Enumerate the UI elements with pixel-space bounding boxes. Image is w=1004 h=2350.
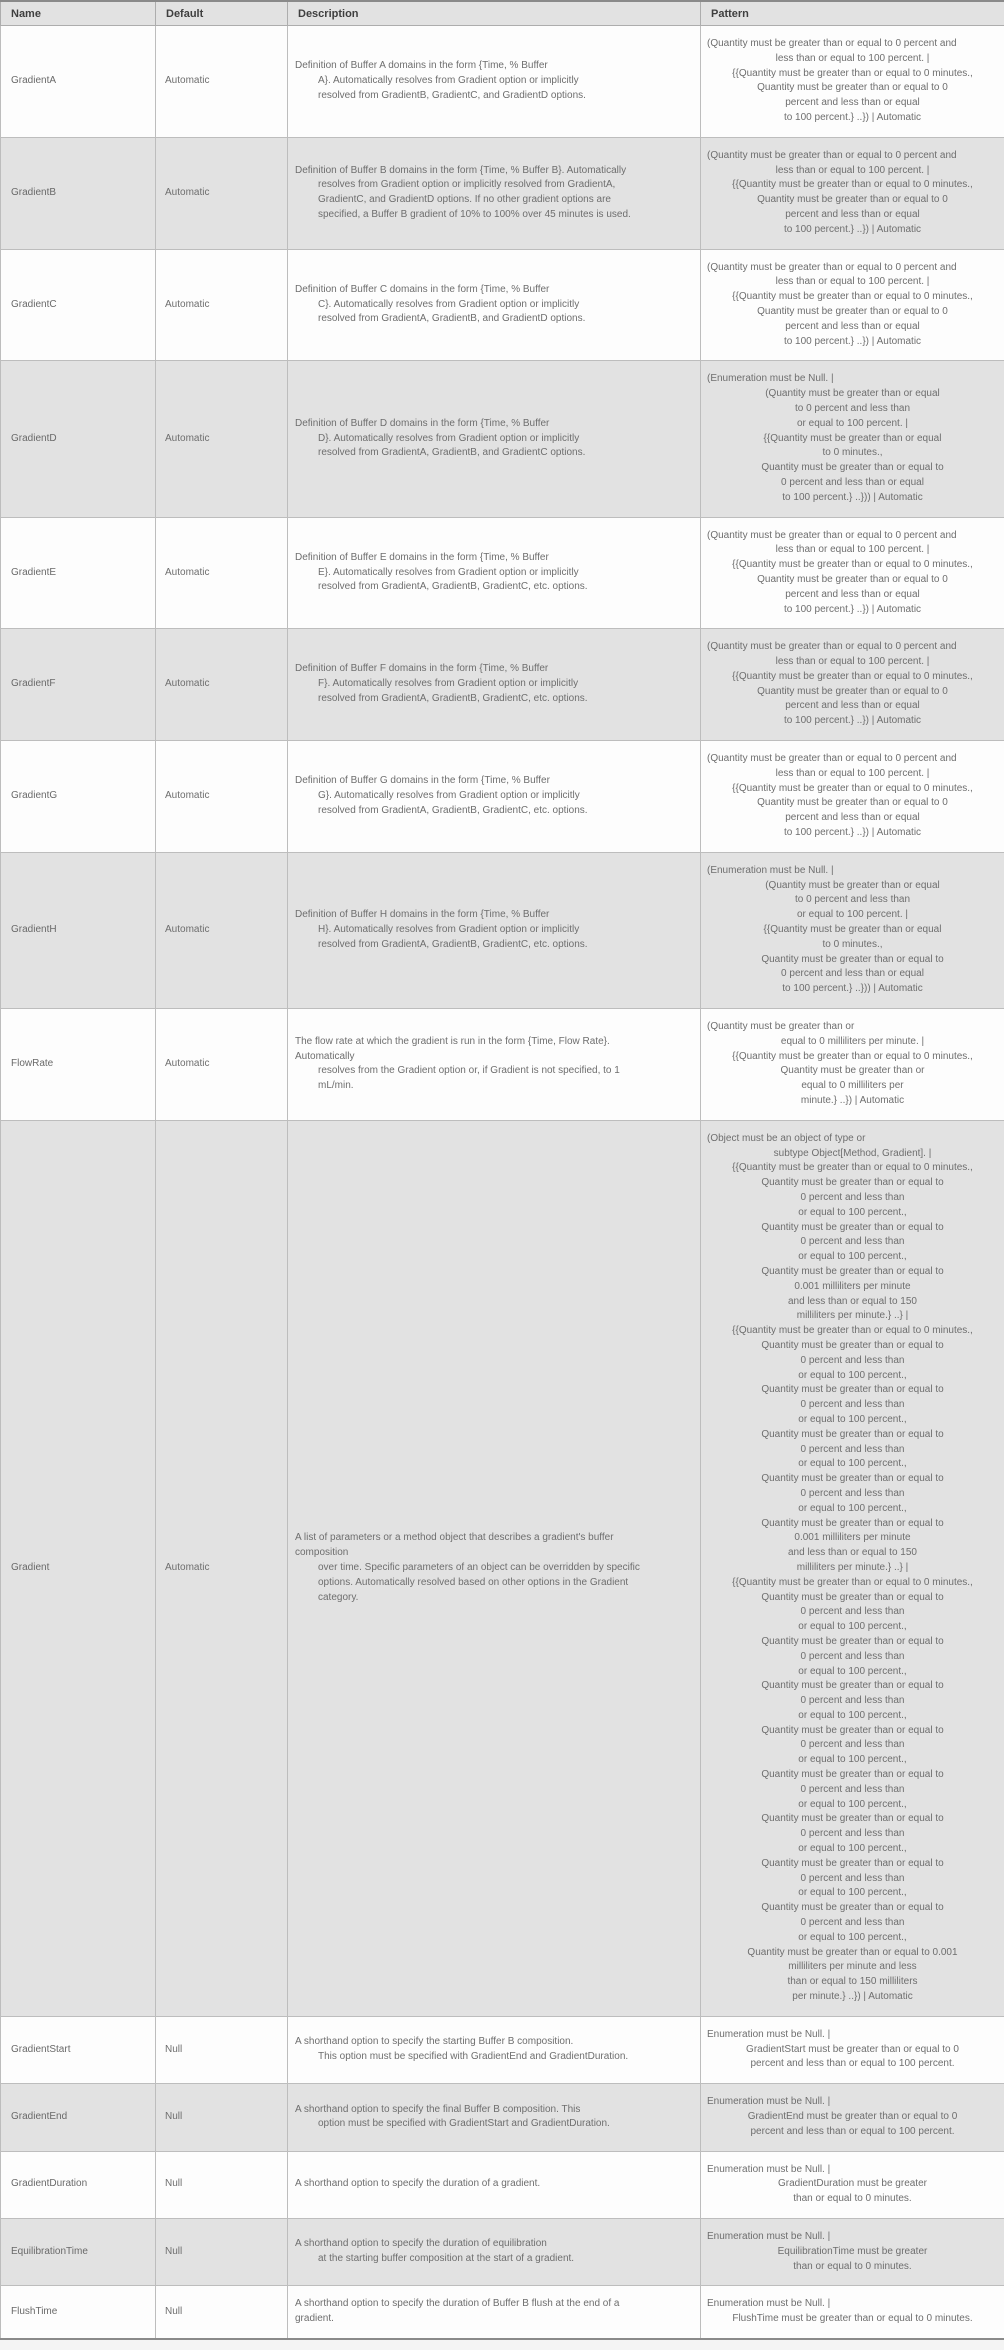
option-default-value: Automatic — [156, 361, 288, 517]
pattern-line: subtype Object[Method, Gradient]. | — [773, 1147, 932, 1159]
option-name: GradientEnd — [1, 2084, 156, 2151]
pattern-line: {{Quantity must be greater than or equal to 0 minutes., — [732, 1050, 973, 1062]
pattern-line: milliliters per minute and less — [788, 1961, 917, 1973]
pattern-line: 0 percent and less than — [800, 1192, 905, 1203]
pattern-line: or equal to 100 percent. | — [796, 417, 908, 429]
pattern-line: Quantity must be greater than or equal to 0 — [757, 797, 948, 809]
description-line: resolves from the Gradient option or, if Gradient is not specified, to 1 mL/min. — [318, 1065, 620, 1092]
pattern-line: GradientDuration must be greater — [778, 2178, 927, 2190]
pattern-line: to 100 percent.} ..}) | Automatic — [783, 827, 922, 839]
pattern-line: Quantity must be greater than or equal to 0 — [757, 685, 948, 697]
pattern-line: Quantity must be greater than or equal to 0 — [757, 82, 948, 94]
option-name: EquilibrationTime — [1, 2219, 156, 2286]
pattern-line: 0.001 milliliters per minute — [794, 1280, 911, 1292]
pattern-line: and less than or equal to 150 — [788, 1295, 917, 1307]
pattern-line: 0 percent and less than — [800, 1487, 905, 1499]
table-row — [1, 1120, 1004, 2016]
pattern-line: to 0 percent and less than — [794, 402, 911, 414]
option-name: GradientF — [1, 629, 156, 741]
option-default-value: Null — [156, 2084, 288, 2151]
description-line: The flow rate at which the gradient is run in the form {Time, Flow Rate}. Automatically — [295, 1035, 610, 1062]
option-description — [288, 26, 701, 138]
option-pattern — [701, 249, 1004, 361]
pattern-line: {{Quantity must be greater than or equal to 0 minutes., — [732, 1162, 973, 1174]
pattern-line: per minute.} ..}) | Automatic — [792, 1991, 913, 2003]
pattern-line: to 100 percent.} ..}) | Automatic — [783, 335, 922, 347]
table-row — [1, 629, 1004, 741]
description-line: specified, a Buffer B gradient of 10% to 100% over 45 minutes is used. — [318, 208, 631, 220]
pattern-line: than or equal to 150 milliliters — [787, 1976, 918, 1988]
option-name: GradientC — [1, 249, 156, 361]
option-pattern — [701, 137, 1004, 249]
pattern-line: {{Quantity must be greater than or equal to 0 minutes., — [732, 67, 973, 79]
table-row — [1, 249, 1004, 361]
description-line: A shorthand option to specify the duration of equilibration — [295, 2238, 547, 2250]
pattern-line: Quantity must be greater than or equal to — [761, 1813, 944, 1825]
pattern-line: less than or equal to 100 percent. | — [775, 767, 930, 779]
pattern-line: or equal to 100 percent., — [798, 1251, 907, 1263]
pattern-line: percent and less than or equal to 100 percent. — [750, 2058, 955, 2070]
option-default-value: Automatic — [156, 26, 288, 138]
option-name: GradientStart — [1, 2016, 156, 2083]
table-header-row — [1, 1, 1004, 26]
option-description — [288, 2286, 701, 2339]
pattern-line: Quantity must be greater than or equal to 0 — [757, 573, 948, 585]
option-pattern — [701, 629, 1004, 741]
pattern-line: milliliters per minute.} ..} | — [796, 1310, 909, 1322]
pattern-line: or equal to 100 percent., — [798, 1502, 907, 1514]
option-description — [288, 1120, 701, 2016]
description-line: Definition of Buffer E domains in the form {Time, % Buffer — [295, 551, 549, 563]
description-line: E}. Automatically resolves from Gradient option or implicitly — [318, 566, 579, 578]
pattern-line: to 100 percent.} ..}) | Automatic — [783, 603, 922, 615]
pattern-line: or equal to 100 percent. | — [796, 909, 908, 921]
pattern-line: Quantity must be greater than or equal to — [761, 1769, 944, 1781]
pattern-line: less than or equal to 100 percent. | — [775, 656, 930, 668]
option-default-value: Automatic — [156, 741, 288, 853]
pattern-line: Quantity must be greater than or equal to — [761, 462, 944, 474]
option-pattern — [701, 2084, 1004, 2151]
option-name: GradientG — [1, 741, 156, 853]
table-row — [1, 517, 1004, 629]
pattern-line: {{Quantity must be greater than or equal to 0 minutes., — [732, 1576, 973, 1588]
description-line: resolves from Gradient option or implicitly resolved from GradientA, — [318, 179, 616, 191]
option-pattern — [701, 26, 1004, 138]
pattern-line: 0 percent and less than — [800, 1828, 905, 1840]
option-pattern — [701, 517, 1004, 629]
pattern-line: {{Quantity must be greater than or equal to 0 minutes., — [732, 1325, 973, 1337]
pattern-line: or equal to 100 percent., — [798, 1931, 907, 1943]
pattern-line: (Quantity must be greater than or equal to 0 percent and — [707, 641, 957, 653]
pattern-line: (Quantity must be greater than or equal to 0 percent and — [707, 529, 957, 541]
pattern-line: 0 percent and less than — [800, 1443, 905, 1455]
table-row — [1, 1009, 1004, 1121]
pattern-line: minute.} ..}) | Automatic — [800, 1095, 905, 1107]
pattern-line: Quantity must be greater than or equal to — [761, 1680, 944, 1692]
pattern-line: Enumeration must be Null. | — [707, 2231, 831, 2242]
description-line: resolved from GradientA, GradientB, GradientC, etc. options. — [318, 938, 588, 950]
description-line: Definition of Buffer H domains in the form {Time, % Buffer — [295, 909, 550, 921]
table-row — [1, 2084, 1004, 2151]
pattern-line: or equal to 100 percent., — [798, 1665, 907, 1677]
option-default-value: Null — [156, 2219, 288, 2286]
option-default-value: Automatic — [156, 249, 288, 361]
option-pattern — [701, 1120, 1004, 2016]
pattern-line: 0 percent and less than — [800, 1354, 905, 1366]
table-row — [1, 361, 1004, 517]
pattern-line: or equal to 100 percent., — [798, 1621, 907, 1633]
pattern-line: or equal to 100 percent., — [798, 1843, 907, 1855]
column-header-pattern: Pattern — [701, 1, 1004, 26]
description-line: options. Automatically resolved based on other options in the Gradient category. — [318, 1576, 629, 1603]
option-default-value: Automatic — [156, 1120, 288, 2016]
pattern-line: 0 percent and less than — [800, 1739, 905, 1751]
pattern-line: to 0 minutes., — [822, 447, 883, 459]
option-description — [288, 1009, 701, 1121]
option-description — [288, 2151, 701, 2218]
pattern-line: 0 percent and less than — [800, 1917, 905, 1929]
pattern-line: Quantity must be greater than or equal to — [761, 1857, 944, 1869]
pattern-line: milliliters per minute.} ..} | — [796, 1561, 909, 1573]
pattern-line: to 100 percent.} ..}) | Automatic — [783, 223, 922, 235]
option-pattern — [701, 741, 1004, 853]
description-line: A shorthand option to specify the duration of a gradient. — [295, 2178, 541, 2190]
pattern-line: {{Quantity must be greater than or equal to 0 minutes., — [732, 179, 973, 191]
column-header-description: Description — [288, 1, 701, 26]
pattern-line: to 100 percent.} ..})) | Automatic — [782, 983, 923, 995]
pattern-line: 0 percent and less than — [800, 1606, 905, 1618]
pattern-line: Enumeration must be Null. | — [707, 2096, 831, 2108]
pattern-line: Quantity must be greater than or equal to — [761, 1635, 944, 1647]
pattern-line: less than or equal to 100 percent. | — [775, 276, 930, 288]
pattern-line: to 0 percent and less than — [794, 894, 911, 906]
option-pattern — [701, 1009, 1004, 1121]
option-default-value: Null — [156, 2286, 288, 2339]
option-default-value: Automatic — [156, 517, 288, 629]
option-description — [288, 517, 701, 629]
description-line: over time. Specific parameters of an object can be overridden by specific — [318, 1561, 640, 1573]
pattern-line: 0 percent and less than or equal — [781, 476, 924, 488]
pattern-line: Quantity must be greater than or equal to — [761, 1221, 944, 1233]
pattern-line: (Quantity must be greater than or equal to 0 percent and — [707, 38, 957, 49]
pattern-line: Quantity must be greater than or equal to — [761, 1724, 944, 1736]
pattern-line: percent and less than or equal — [785, 700, 920, 712]
option-default-value: Null — [156, 2151, 288, 2218]
description-line: This option must be specified with GradientEnd and GradientDuration. — [318, 2051, 629, 2063]
option-description — [288, 852, 701, 1008]
pattern-line: 0 percent and less than — [800, 1399, 905, 1411]
option-name: FlushTime — [1, 2286, 156, 2339]
pattern-line: (Quantity must be greater than or equal to 0 percent and — [707, 261, 957, 273]
description-line: Definition of Buffer D domains in the form {Time, % Buffer — [295, 417, 550, 429]
option-default-value: Null — [156, 2016, 288, 2083]
pattern-line: or equal to 100 percent., — [798, 1369, 907, 1381]
option-name: GradientD — [1, 361, 156, 517]
option-name: GradientH — [1, 852, 156, 1008]
pattern-line: (Quantity must be greater than or — [707, 1021, 855, 1033]
pattern-line: {{Quantity must be greater than or equal — [763, 432, 942, 444]
description-line: C}. Automatically resolves from Gradient option or implicitly — [318, 298, 580, 310]
option-pattern — [701, 2016, 1004, 2083]
pattern-line: percent and less than or equal — [785, 588, 920, 600]
pattern-line: Quantity must be greater than or equal to — [761, 1265, 944, 1277]
pattern-line: less than or equal to 100 percent. | — [775, 544, 930, 556]
table-row — [1, 741, 1004, 853]
pattern-line: 0 percent and less than — [800, 1695, 905, 1707]
description-line: A shorthand option to specify the starting Buffer B composition. — [295, 2036, 574, 2048]
pattern-line: percent and less than or equal — [785, 812, 920, 824]
pattern-line: less than or equal to 100 percent. | — [775, 164, 930, 176]
description-line: F}. Automatically resolves from Gradient option or implicitly — [318, 678, 579, 690]
pattern-line: {{Quantity must be greater than or equal to 0 minutes., — [732, 782, 973, 794]
option-description — [288, 2219, 701, 2286]
pattern-line: 0.001 milliliters per minute — [794, 1532, 911, 1544]
pattern-line: (Object must be an object of type or — [707, 1132, 866, 1144]
pattern-line: or equal to 100 percent., — [798, 1754, 907, 1766]
pattern-line: 0 percent and less than or equal — [781, 968, 924, 980]
option-pattern — [701, 852, 1004, 1008]
pattern-line: (Quantity must be greater than or equal — [765, 879, 940, 891]
pattern-line: (Quantity must be greater than or equal to 0 percent and — [707, 753, 957, 765]
option-description — [288, 2084, 701, 2151]
pattern-line: Enumeration must be Null. | — [707, 2298, 831, 2310]
pattern-line: GradientEnd must be greater than or equal to 0 — [747, 2111, 958, 2123]
pattern-line: Quantity must be greater than or equal to — [761, 1473, 944, 1485]
pattern-line: 0 percent and less than — [800, 1872, 905, 1884]
pattern-line: Quantity must be greater than or equal to — [761, 1339, 944, 1351]
option-pattern — [701, 2219, 1004, 2286]
description-line: G}. Automatically resolves from Gradient option or implicitly — [318, 790, 580, 802]
pattern-line: Quantity must be greater than or equal to — [761, 1902, 944, 1914]
table-row — [1, 2151, 1004, 2218]
description-line: resolved from GradientA, GradientB, GradientC, etc. options. — [318, 581, 588, 593]
option-description — [288, 137, 701, 249]
pattern-line: Quantity must be greater than or — [780, 1065, 925, 1077]
description-line: Definition of Buffer B domains in the form {Time, % Buffer B}. Automatically — [295, 164, 627, 176]
pattern-line: equal to 0 milliliters per — [801, 1080, 904, 1092]
pattern-line: percent and less than or equal — [785, 97, 920, 109]
table-body — [1, 26, 1004, 2339]
table-row — [1, 137, 1004, 249]
pattern-line: Quantity must be greater than or equal to — [761, 1384, 944, 1396]
pattern-line: to 100 percent.} ..}) | Automatic — [783, 111, 922, 123]
pattern-line: 0 percent and less than — [800, 1783, 905, 1795]
pattern-line: Quantity must be greater than or equal to 0 — [757, 194, 948, 206]
pattern-line: Quantity must be greater than or equal to 0 — [757, 305, 948, 317]
description-line: H}. Automatically resolves from Gradient option or implicitly — [318, 924, 580, 936]
option-name: GradientDuration — [1, 2151, 156, 2218]
pattern-line: {{Quantity must be greater than or equal — [763, 924, 942, 936]
description-line: resolved from GradientA, GradientB, and GradientD options. — [318, 313, 586, 325]
option-default-value: Automatic — [156, 137, 288, 249]
description-line: resolved from GradientA, GradientB, GradientC, etc. options. — [318, 804, 588, 816]
option-pattern — [701, 2286, 1004, 2339]
option-description — [288, 2016, 701, 2083]
description-line: A shorthand option to specify the duration of Buffer B flush at the end of a gradient. — [295, 2298, 620, 2325]
option-name: FlowRate — [1, 1009, 156, 1121]
pattern-line: less than or equal to 100 percent. | — [775, 52, 930, 64]
pattern-line: to 0 minutes., — [822, 938, 883, 950]
description-line: Definition of Buffer C domains in the form {Time, % Buffer — [295, 283, 550, 295]
column-header-default: Default — [156, 1, 288, 26]
pattern-line: GradientStart must be greater than or equal to 0 — [746, 2043, 959, 2055]
pattern-line: (Enumeration must be Null. | — [707, 864, 834, 876]
pattern-line: Quantity must be greater than or equal to — [761, 1177, 944, 1189]
pattern-line: than or equal to 0 minutes. — [793, 2193, 912, 2205]
option-name: Gradient — [1, 1120, 156, 2016]
pattern-line: or equal to 100 percent., — [798, 1458, 907, 1470]
description-line: resolved from GradientA, GradientB, GradientC, etc. options. — [318, 693, 588, 705]
pattern-line: {{Quantity must be greater than or equal to 0 minutes., — [732, 670, 973, 682]
pattern-line: (Quantity must be greater than or equal — [765, 388, 940, 400]
pattern-line: to 100 percent.} ..})) | Automatic — [782, 491, 923, 503]
pattern-line: Enumeration must be Null. | — [707, 2163, 831, 2175]
option-default-value: Automatic — [156, 629, 288, 741]
pattern-line: EquilibrationTime must be greater — [777, 2245, 928, 2257]
option-pattern — [701, 361, 1004, 517]
pattern-line: {{Quantity must be greater than or equal to 0 minutes., — [732, 291, 973, 303]
description-line: resolved from GradientB, GradientC, and GradientD options. — [318, 89, 586, 101]
description-line: Definition of Buffer A domains in the form {Time, % Buffer — [295, 60, 548, 72]
pattern-line: or equal to 100 percent., — [798, 1709, 907, 1721]
pattern-line: 0 percent and less than — [800, 1236, 905, 1248]
pattern-line: {{Quantity must be greater than or equal to 0 minutes., — [732, 559, 973, 571]
option-name: GradientB — [1, 137, 156, 249]
description-line: resolved from GradientA, GradientB, and GradientC options. — [318, 447, 586, 459]
description-line: A list of parameters or a method object that describes a gradient's buffer composition — [295, 1532, 614, 1559]
pattern-line: Enumeration must be Null. | — [707, 2028, 831, 2040]
pattern-line: and less than or equal to 150 — [788, 1547, 917, 1559]
pattern-line: (Quantity must be greater than or equal to 0 percent and — [707, 149, 957, 161]
table-row — [1, 26, 1004, 138]
description-line: A shorthand option to specify the final Buffer B composition. This — [295, 2103, 581, 2115]
option-description — [288, 361, 701, 517]
option-description — [288, 629, 701, 741]
description-line: option must be specified with GradientStart and GradientDuration. — [318, 2118, 610, 2130]
table-row — [1, 852, 1004, 1008]
pattern-line: or equal to 100 percent., — [798, 1798, 907, 1810]
option-default-value: Automatic — [156, 1009, 288, 1121]
pattern-line: Quantity must be greater than or equal to — [761, 1428, 944, 1440]
pattern-line: FlushTime must be greater than or equal to 0 minutes. — [732, 2313, 973, 2325]
option-description — [288, 249, 701, 361]
table-row — [1, 2016, 1004, 2083]
description-line: Definition of Buffer G domains in the form {Time, % Buffer — [295, 775, 550, 787]
pattern-line: 0 percent and less than — [800, 1650, 905, 1662]
description-line: Definition of Buffer F domains in the form {Time, % Buffer — [295, 663, 549, 675]
pattern-line: Quantity must be greater than or equal to 0.001 — [747, 1946, 958, 1958]
pattern-line: equal to 0 milliliters per minute. | — [780, 1035, 925, 1047]
description-line: at the starting buffer composition at the start of a gradient. — [318, 2253, 575, 2265]
pattern-line: percent and less than or equal — [785, 208, 920, 220]
pattern-line: or equal to 100 percent., — [798, 1887, 907, 1899]
option-description — [288, 741, 701, 853]
pattern-line: Quantity must be greater than or equal to — [761, 1591, 944, 1603]
table-row — [1, 2219, 1004, 2286]
description-line: A}. Automatically resolves from Gradient option or implicitly — [318, 74, 579, 86]
pattern-line: Quantity must be greater than or equal to — [761, 1517, 944, 1529]
description-line: D}. Automatically resolves from Gradient option or implicitly — [318, 432, 580, 444]
pattern-line: or equal to 100 percent., — [798, 1413, 907, 1425]
option-pattern — [701, 2151, 1004, 2218]
pattern-line: Quantity must be greater than or equal to — [761, 953, 944, 965]
pattern-line: or equal to 100 percent., — [798, 1206, 907, 1218]
pattern-line: (Enumeration must be Null. | — [707, 373, 834, 385]
option-name: GradientA — [1, 26, 156, 138]
pattern-line: percent and less than or equal — [785, 320, 920, 332]
pattern-line: percent and less than or equal to 100 percent. — [750, 2125, 955, 2137]
option-default-value: Automatic — [156, 852, 288, 1008]
pattern-line: to 100 percent.} ..}) | Automatic — [783, 715, 922, 727]
option-name: GradientE — [1, 517, 156, 629]
description-line: GradientC, and GradientD options. If no other gradient options are — [318, 194, 611, 206]
pattern-line: than or equal to 0 minutes. — [793, 2260, 912, 2272]
column-header-name: Name — [1, 1, 156, 26]
table-row — [1, 2286, 1004, 2339]
